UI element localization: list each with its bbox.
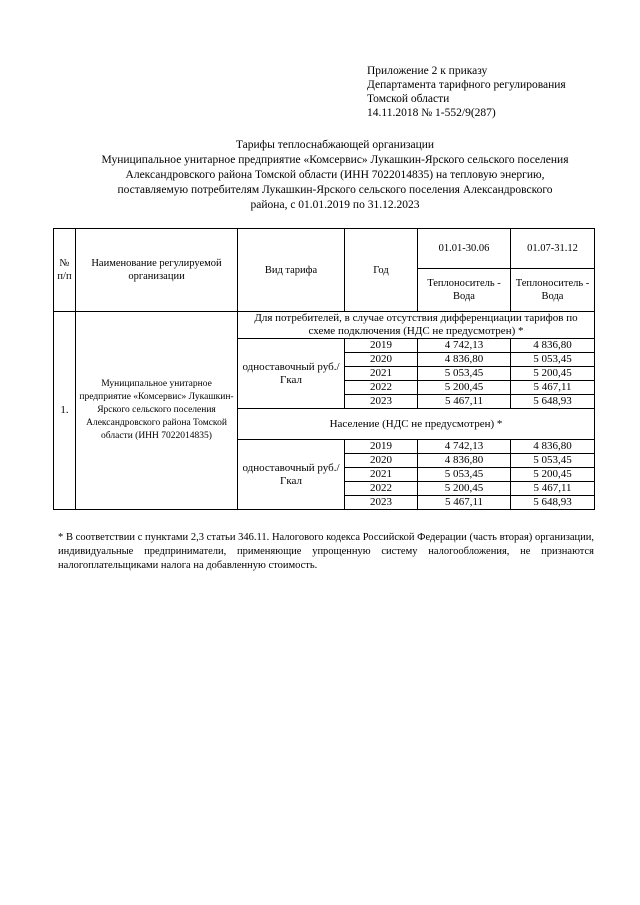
appendix-header — [367, 64, 627, 120]
year-cell: 2021 — [345, 367, 418, 381]
row-number: 1. — [54, 312, 76, 510]
header-period-second-half: 01.07-31.12 — [511, 229, 595, 269]
year-cell: 2019 — [345, 440, 418, 454]
tariff-value: 5 200,45 — [418, 482, 511, 496]
year-cell: 2021 — [345, 468, 418, 482]
title-line: Тарифы теплоснабжающей организации — [235, 139, 435, 151]
year-cell: 2022 — [345, 482, 418, 496]
header-heat-carrier: Теплоноситель - Вода — [511, 269, 595, 312]
tariff-value: 5 053,45 — [418, 367, 511, 381]
group-heading: Для потребителей, в случае отсутствия дифференциации тарифов по схеме подключения (НДС не предусмотрен) * — [238, 312, 595, 339]
document-title — [40, 138, 630, 213]
appendix-order-reference: 14.11.2018 № 1-552/9(287) — [367, 107, 496, 119]
header-period-first-half: 01.01-30.06 — [418, 229, 511, 269]
tariff-value: 5 467,11 — [511, 381, 595, 395]
tariff-value: 4 836,80 — [511, 440, 595, 454]
year-cell: 2023 — [345, 395, 418, 409]
title-line: поставляемую потребителям Лукашкин-Ярского сельского поселения Александровского — [117, 184, 553, 196]
appendix-line: Приложение 2 к приказу — [367, 65, 488, 77]
tariff-value: 5 648,93 — [511, 395, 595, 409]
group-heading: Население (НДС не предусмотрен) * — [238, 409, 595, 440]
tariff-value: 4 836,80 — [418, 454, 511, 468]
tariff-value: 5 467,11 — [418, 395, 511, 409]
footnote: * В соответствии с пунктами 2,3 статьи 346.11. Налогового кодекса Российской Федерации (часть вторая) организации, индивидуальные предприниматели, применяющие упрощенную систему налогообложения, не признаются налогоплательщиками налога на добавленную стоимость. — [58, 532, 594, 571]
year-cell: 2020 — [345, 353, 418, 367]
header-row-number: № п/п — [54, 229, 76, 312]
tariff-value: 5 200,45 — [418, 381, 511, 395]
year-cell: 2019 — [345, 339, 418, 353]
appendix-line: Томской области — [367, 93, 450, 105]
title-line: района, с 01.01.2019 по 31.12.2023 — [250, 199, 420, 211]
tariff-value: 5 200,45 — [511, 468, 595, 482]
year-cell: 2020 — [345, 454, 418, 468]
tariff-type-cell: одноставочный руб./Гкал — [238, 339, 345, 409]
tariff-table — [53, 228, 595, 510]
tariff-value: 5 467,11 — [418, 496, 511, 510]
header-tariff-type: Вид тарифа — [238, 229, 345, 312]
year-cell: 2022 — [345, 381, 418, 395]
tariff-value: 5 467,11 — [511, 482, 595, 496]
header-heat-carrier: Теплоноситель - Вода — [418, 269, 511, 312]
tariff-value: 4 836,80 — [418, 353, 511, 367]
header-year: Год — [345, 229, 418, 312]
header-organization: Наименование регулируемой организации — [76, 229, 238, 312]
tariff-value: 4 742,13 — [418, 440, 511, 454]
tariff-value: 5 053,45 — [511, 454, 595, 468]
tariff-value: 5 053,45 — [511, 353, 595, 367]
tariff-value: 4 836,80 — [511, 339, 595, 353]
tariff-value: 4 742,13 — [418, 339, 511, 353]
tariff-type-cell: одноставочный руб./Гкал — [238, 440, 345, 510]
organization-name: Муниципальное унитарное предприятие «Комсервис» Лукашкин-Ярского сельского поселения Александровского района Томской области (ИНН 7022014835) — [76, 312, 238, 510]
appendix-line: Департамента тарифного регулирования — [367, 79, 566, 91]
title-line: Муниципальное унитарное предприятие «Комсервис» Лукашкин-Ярского сельского поселения — [101, 154, 569, 166]
title-line: Александровского района Томской области (ИНН 7022014835) на тепловую энергию, — [125, 169, 545, 181]
year-cell: 2023 — [345, 496, 418, 510]
tariff-value: 5 200,45 — [511, 367, 595, 381]
tariff-value: 5 053,45 — [418, 468, 511, 482]
tariff-value: 5 648,93 — [511, 496, 595, 510]
